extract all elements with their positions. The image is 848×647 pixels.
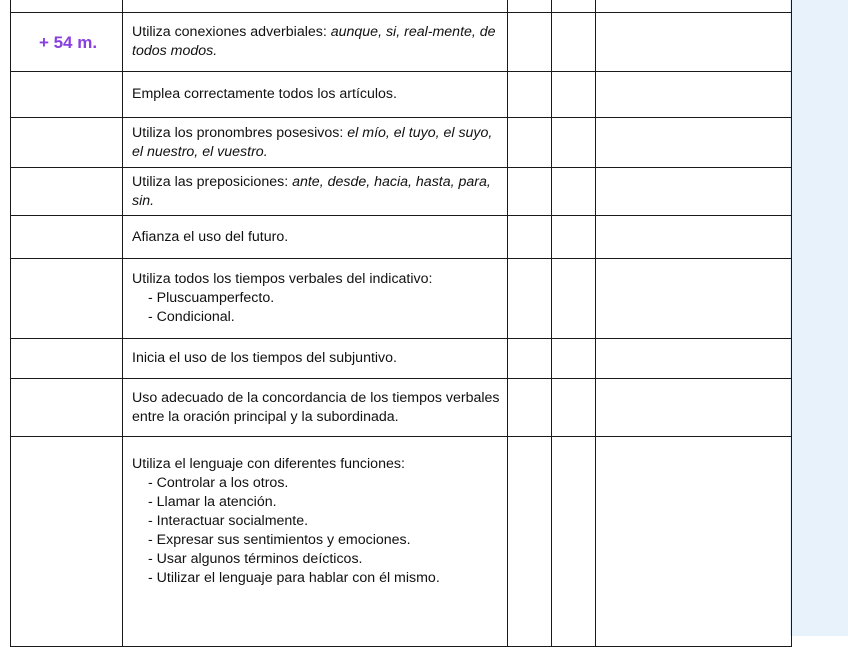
notes-cell [596, 216, 792, 259]
check-cell [552, 259, 596, 339]
item-cell [123, 379, 508, 437]
item-cell [123, 339, 508, 379]
notes-cell [596, 168, 792, 216]
item-cell [123, 259, 508, 339]
table-row [11, 168, 792, 216]
check-cell [552, 118, 596, 168]
list-item: - Controlar a los otros. [148, 475, 289, 491]
check-cell [508, 0, 552, 13]
check-cell [552, 379, 596, 437]
age-cell [11, 0, 123, 13]
age-label: + 54 m. [11, 13, 123, 72]
notes-cell [596, 379, 792, 437]
table-row [11, 437, 792, 647]
table-row [11, 13, 792, 72]
check-cell [508, 216, 552, 259]
age-cell [11, 437, 123, 647]
item-cell [123, 216, 508, 259]
notes-cell [596, 259, 792, 339]
item-intro: Utiliza el lenguaje con diferentes funciones: [132, 456, 405, 472]
check-cell [508, 437, 552, 647]
check-cell [552, 168, 596, 216]
item-cell [123, 13, 508, 72]
notes-cell [596, 118, 792, 168]
age-cell [11, 379, 123, 437]
list-item: - Utilizar el lenguaje para hablar con él mismo. [148, 570, 440, 586]
age-cell [11, 339, 123, 379]
item-examples: aunque, si, real-mente, de todos modos. [132, 24, 496, 59]
item-cell [123, 118, 508, 168]
check-cell [552, 216, 596, 259]
item-intro: Afianza el uso del futuro. [132, 228, 289, 245]
item-intro: Uso adecuado de la concordancia de los tiempos verbales entre la oración principal y la subordinada. [132, 389, 500, 425]
item-examples: el mío, el tuyo, el suyo, el nuestro, el vuestro. [132, 124, 493, 160]
checklist-table [10, 0, 792, 647]
age-cell [11, 216, 123, 259]
table-row [11, 216, 792, 259]
table-row [11, 0, 792, 13]
item-cell [123, 168, 508, 216]
table-row [11, 379, 792, 437]
item-intro: Utiliza los pronombres posesivos: [132, 124, 348, 141]
check-cell [552, 0, 596, 13]
item-intro: Utiliza las preposiciones: [132, 173, 293, 190]
list-item: - Usar algunos términos deícticos. [148, 551, 363, 567]
list-item: - Expresar sus sentimientos y emociones. [148, 532, 411, 548]
item-intro: Utiliza conexiones adverbiales: [132, 24, 331, 40]
check-cell [552, 339, 596, 379]
notes-cell [596, 437, 792, 647]
check-cell [508, 339, 552, 379]
list-item: - Pluscuamperfecto. [148, 290, 275, 306]
notes-cell [596, 72, 792, 118]
item-cell [123, 437, 508, 647]
table-row [11, 339, 792, 379]
sidebar-panel [790, 0, 848, 636]
age-cell [11, 118, 123, 168]
item-intro: Inicia el uso de los tiempos del subjuntivo. [132, 350, 397, 366]
table-row [11, 118, 792, 168]
item-cell [123, 0, 508, 13]
check-cell [508, 168, 552, 216]
age-cell [11, 72, 123, 118]
list-item: - Llamar la atención. [148, 494, 277, 510]
check-cell [508, 118, 552, 168]
check-cell [508, 379, 552, 437]
notes-cell [596, 0, 792, 13]
list-item: - Condicional. [148, 309, 235, 325]
item-examples: ante, desde, hacia, hasta, para, sin. [132, 173, 491, 209]
table-row [11, 259, 792, 339]
check-cell [552, 13, 596, 72]
notes-cell [596, 339, 792, 379]
item-cell [123, 72, 508, 118]
check-cell [552, 72, 596, 118]
age-cell [11, 168, 123, 216]
item-intro: Emplea correctamente todos los artículos. [132, 86, 397, 102]
check-cell [508, 259, 552, 339]
item-intro: Utiliza todos los tiempos verbales del indicativo: [132, 271, 433, 287]
check-cell [508, 72, 552, 118]
age-cell [11, 259, 123, 339]
list-item: - Interactuar socialmente. [148, 513, 309, 529]
table-row [11, 72, 792, 118]
check-cell [552, 437, 596, 647]
notes-cell [596, 13, 792, 72]
check-cell [508, 13, 552, 72]
